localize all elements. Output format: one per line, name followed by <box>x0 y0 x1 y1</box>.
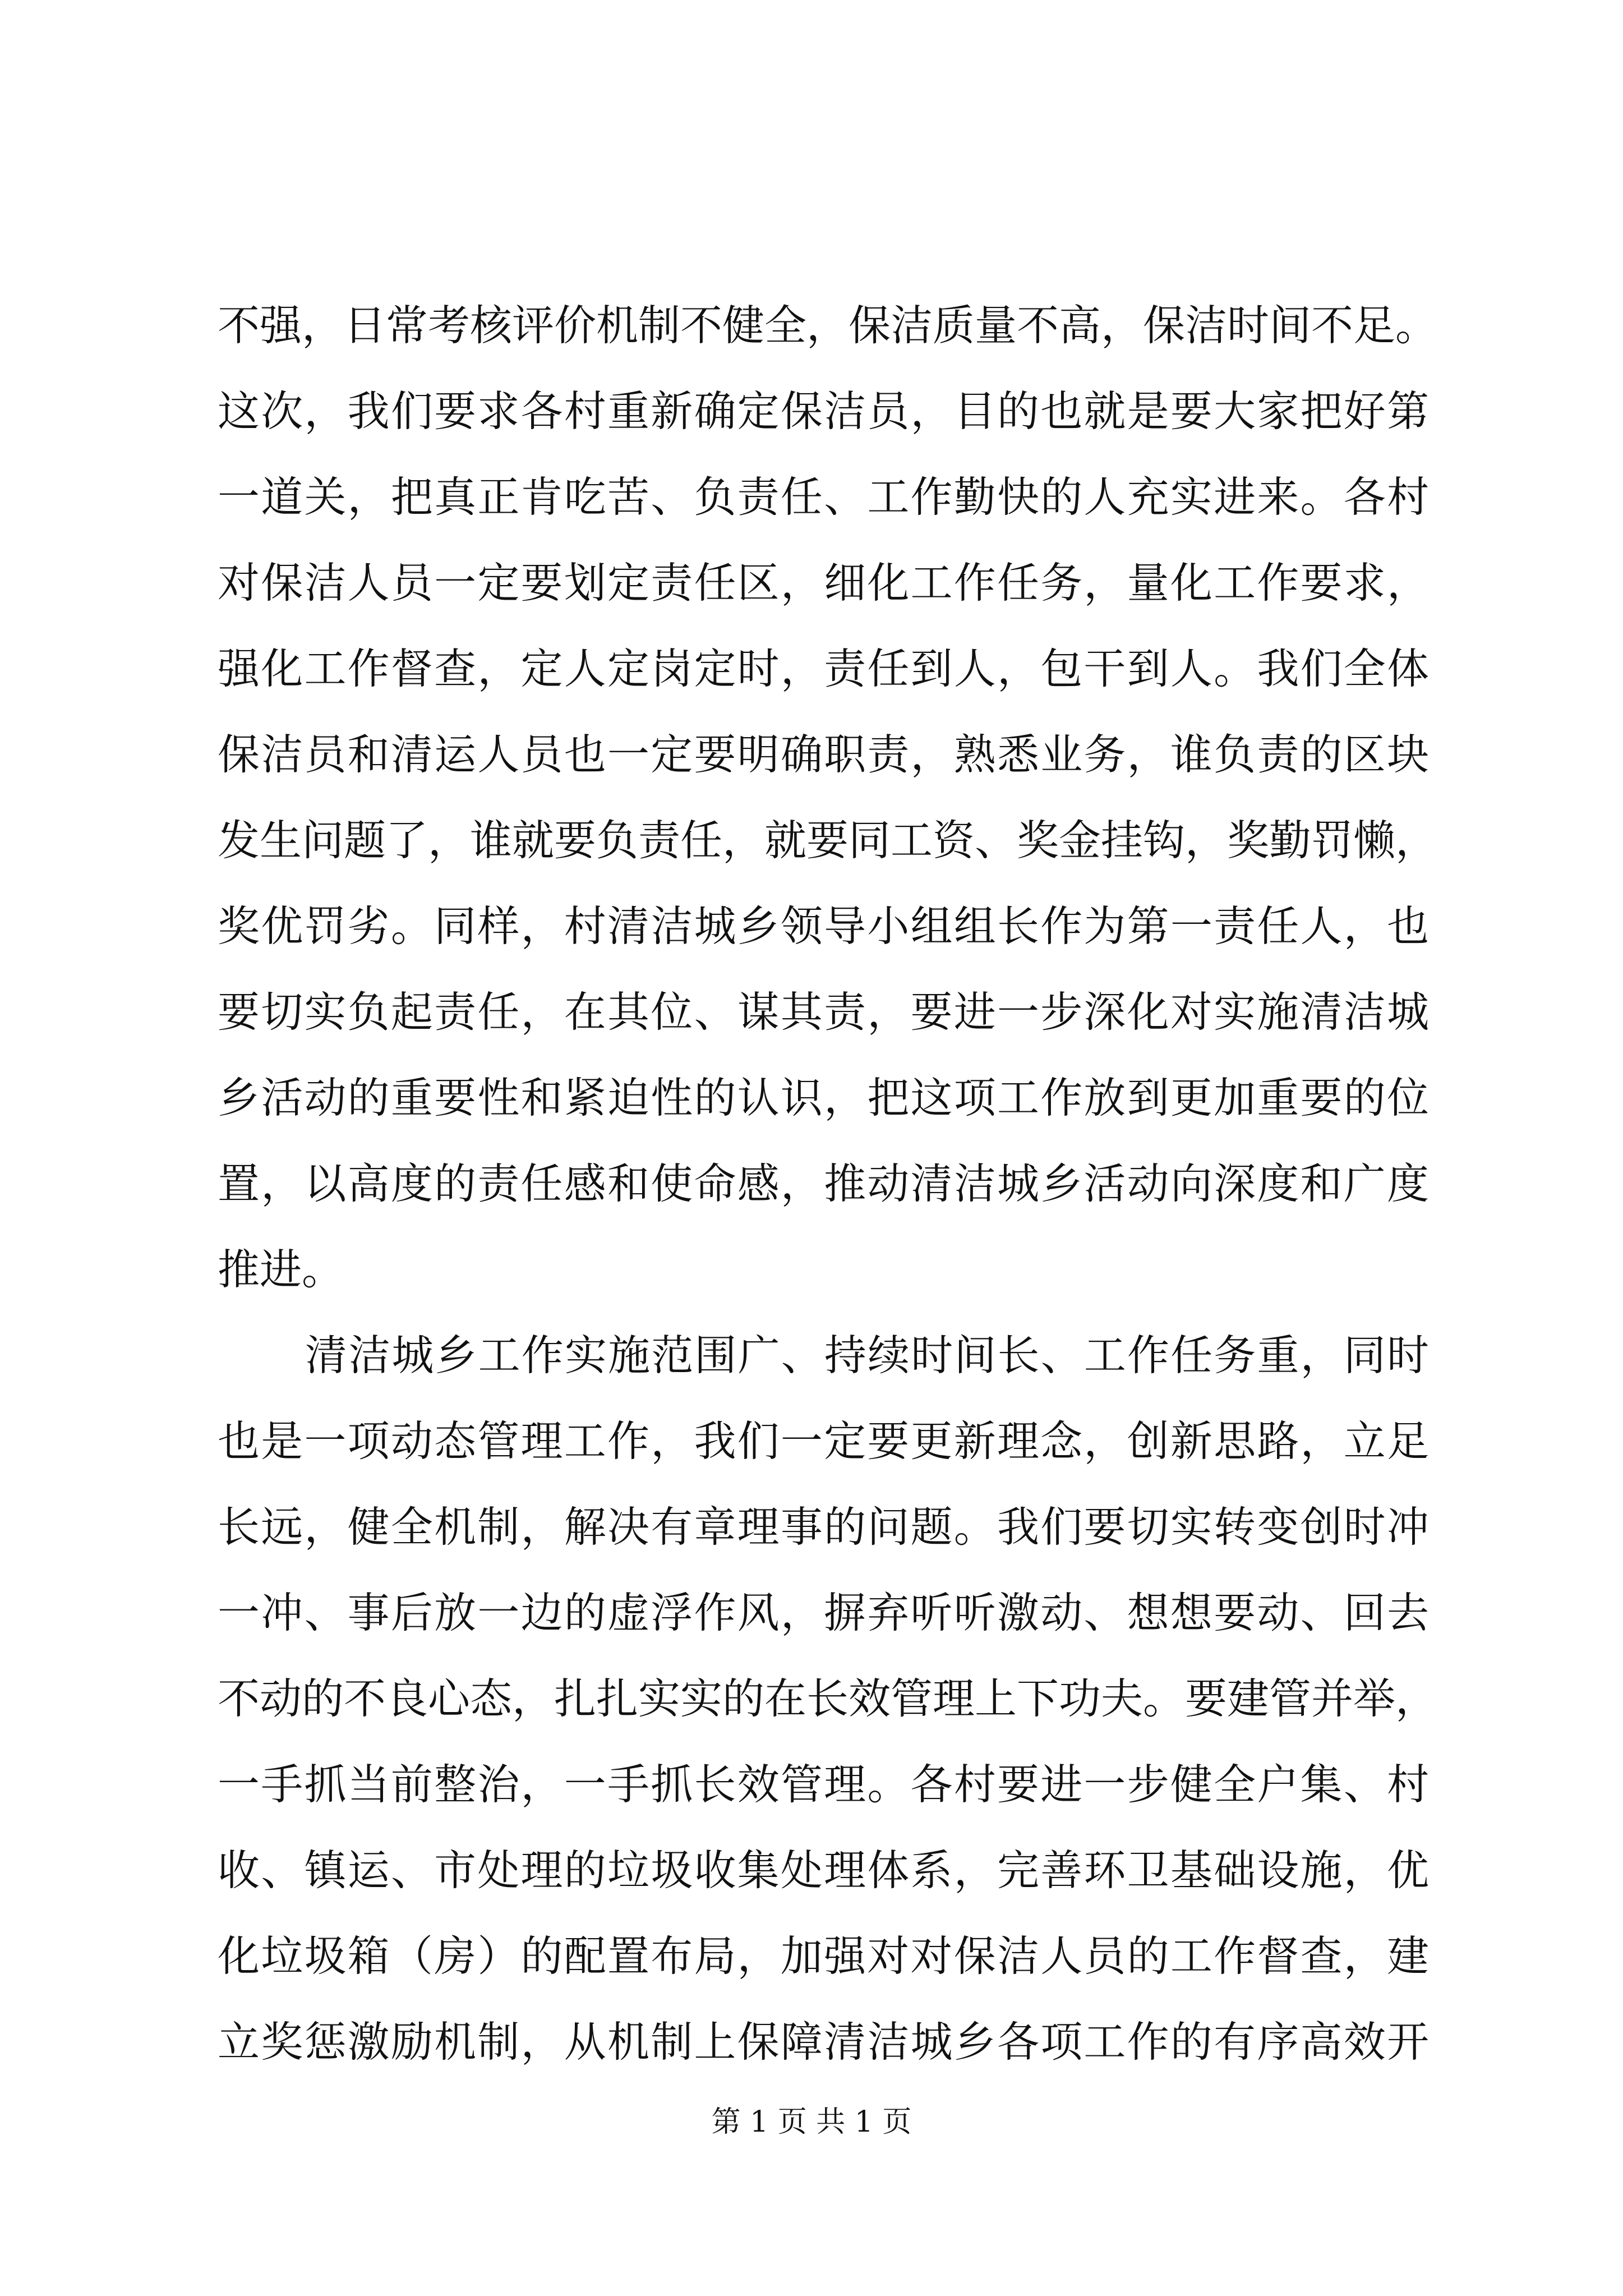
text-line: 一冲、事后放一边的虚浮作风，摒弃听听激动、想想要动、回去 <box>218 1588 1429 1637</box>
text-line: 不动的不良心态，扎扎实实的在长效管理上下功夫。要建管并举， <box>218 1674 1438 1723</box>
paragraph-first-line: 清洁城乡工作实施范围广、持续时间长、工作任务重，同时 <box>305 1331 1429 1380</box>
text-line: 这次，我们要求各村重新确定保洁员，目的也就是要大家把好第 <box>218 386 1429 436</box>
text-line: 也是一项动态管理工作，我们一定要更新理念，创新思路，立足 <box>218 1416 1429 1466</box>
text-line: 保洁员和清运人员也一定要明确职责，熟悉业务，谁负责的区块 <box>218 730 1429 779</box>
text-line: 乡活动的重要性和紧迫性的认识，把这项工作放到更加重要的位 <box>218 1073 1429 1122</box>
text-line: 收、镇运、市处理的垃圾收集处理体系，完善环卫基础设施，优 <box>218 1846 1429 1895</box>
page-number-footer: 第 1 页 共 1 页 <box>711 2105 912 2139</box>
text-line: 立奖惩激励机制，从机制上保障清洁城乡各项工作的有序高效开 <box>218 2017 1429 2067</box>
text-line: 奖优罚劣。同样，村清洁城乡领导小组组长作为第一责任人，也 <box>218 901 1429 951</box>
text-line: 发生问题了，谁就要负责任，就要同工资、奖金挂钩，奖勤罚懒， <box>218 816 1438 865</box>
text-line: 强化工作督查，定人定岗定时，责任到人，包干到人。我们全体 <box>218 644 1429 693</box>
text-line: 对保洁人员一定要划定责任区，细化工作任务，量化工作要求， <box>218 558 1429 608</box>
text-line: 化垃圾箱（房）的配置布局，加强对对保洁人员的工作督查，建 <box>218 1931 1429 1981</box>
text-line: 长远，健全机制，解决有章理事的问题。我们要切实转变创时冲 <box>218 1502 1429 1552</box>
text-line: 一道关，把真正肯吃苦、负责任、工作勤快的人充实进来。各村 <box>218 472 1429 522</box>
text-line: 一手抓当前整治，一手抓长效管理。各村要进一步健全户集、村 <box>218 1760 1429 1809</box>
text-line: 推进。 <box>218 1245 344 1294</box>
text-line: 要切实负起责任，在其位、谋其责，要进一步深化对实施清洁城 <box>218 987 1429 1037</box>
text-line: 置，以高度的责任感和使命感，推动清洁城乡活动向深度和广度 <box>218 1159 1429 1208</box>
text-line: 不强，日常考核评价机制不健全，保洁质量不高，保洁时间不足。 <box>218 301 1438 350</box>
